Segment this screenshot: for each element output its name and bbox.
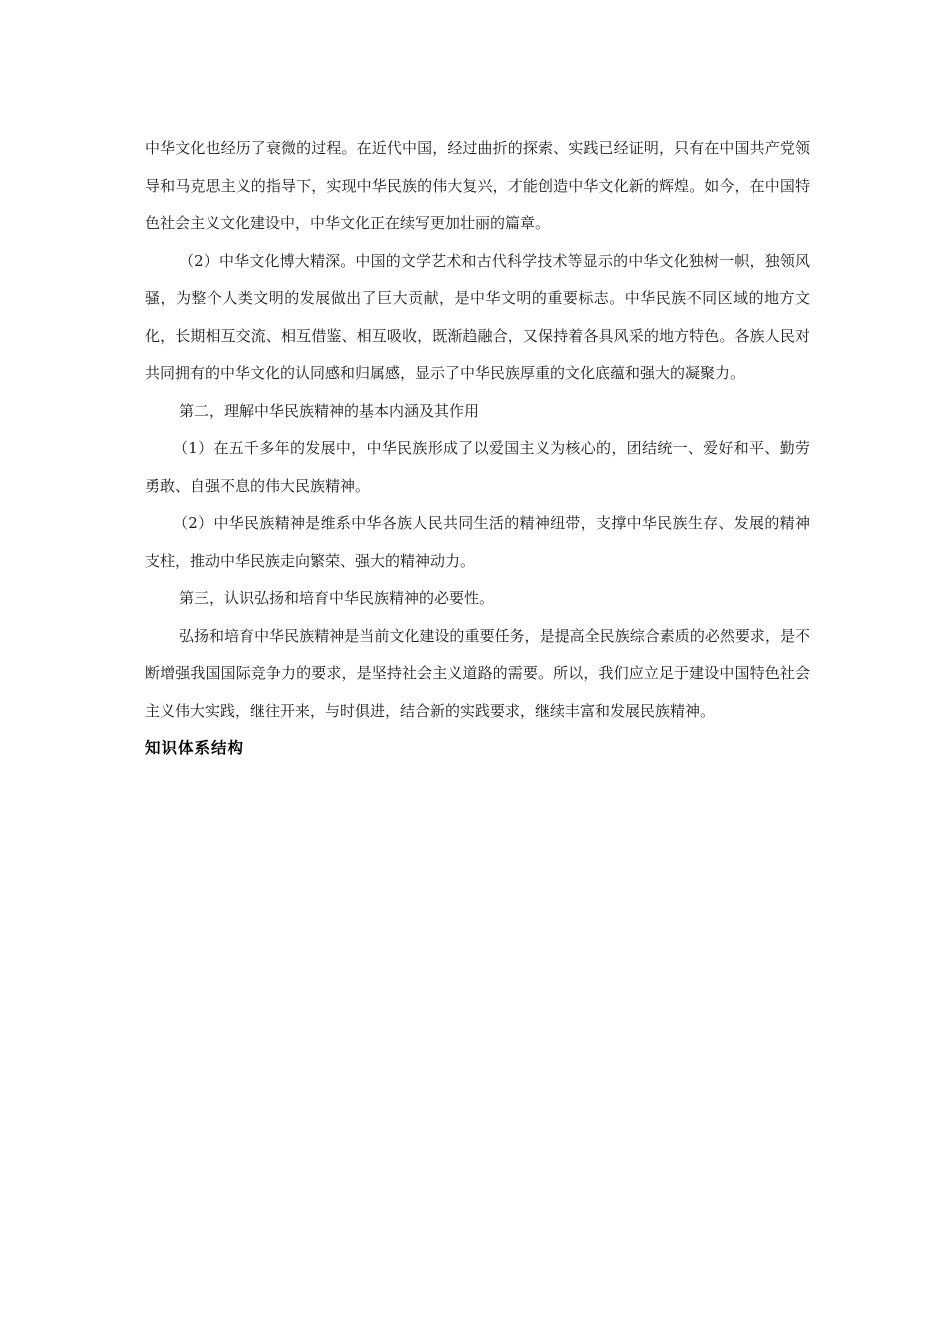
paragraph-culture-profound: （2）中华文化博大精深。中国的文学艺术和古代科学技术等显示的中华文化独树一帜，独领风骚，为整个人类文明的发展做出了巨大贡献，是中华文明的重要标志。中华民族不同区域的地方文化，长期相互交流、相互借鉴、相互吸收，既渐趋融合，又保持着各具风采的地方特色。各族人民对共同拥有的中华文化的认同感和归属感，显示了中华民族厚重的文化底蕴和强大的凝聚力。 [145,251,810,382]
paragraph-national-spirit-role: （2）中华民族精神是维系中华各族人民共同生活的精神纽带，支撑中华民族生存、发展的精神支柱，推动中华民族走向繁荣、强大的精神动力。 [145,514,810,570]
section-heading-knowledge-structure: 知识体系结构 [145,739,245,757]
paragraph-promote-spirit: 弘扬和培育中华民族精神是当前文化建设的重要任务，是提高全民族综合素质的必然要求，是不断增强我国国际竞争力的要求，是坚持社会主义道路的需要。所以，我们应立足于建设中国特色社会主义伟大实践，继往开来，与时俱进，结合新的实践要求，继续丰富和发展民族精神。 [145,626,810,720]
document-body [145,130,810,768]
paragraph-point-two-heading: 第二，理解中华民族精神的基本内涵及其作用 [179,401,480,420]
paragraph-national-spirit-formation: （1）在五千多年的发展中，中华民族形成了以爱国主义为核心的，团结统一、爱好和平、勤劳勇敢、自强不息的伟大民族精神。 [145,439,810,495]
paragraph-point-three-heading: 第三，认识弘扬和培育中华民族精神的必要性。 [179,589,495,607]
paragraph-cultural-decline: 中华文化也经历了衰微的过程。在近代中国，经过曲折的探索、实践已经证明，只有在中国共产党领导和马克思主义的指导下，实现中华民族的伟大复兴，才能创造中华文化新的辉煌。如今，在中国特色社会主义文化建设中，中华文化正在续写更加壮丽的篇章。 [145,139,810,232]
